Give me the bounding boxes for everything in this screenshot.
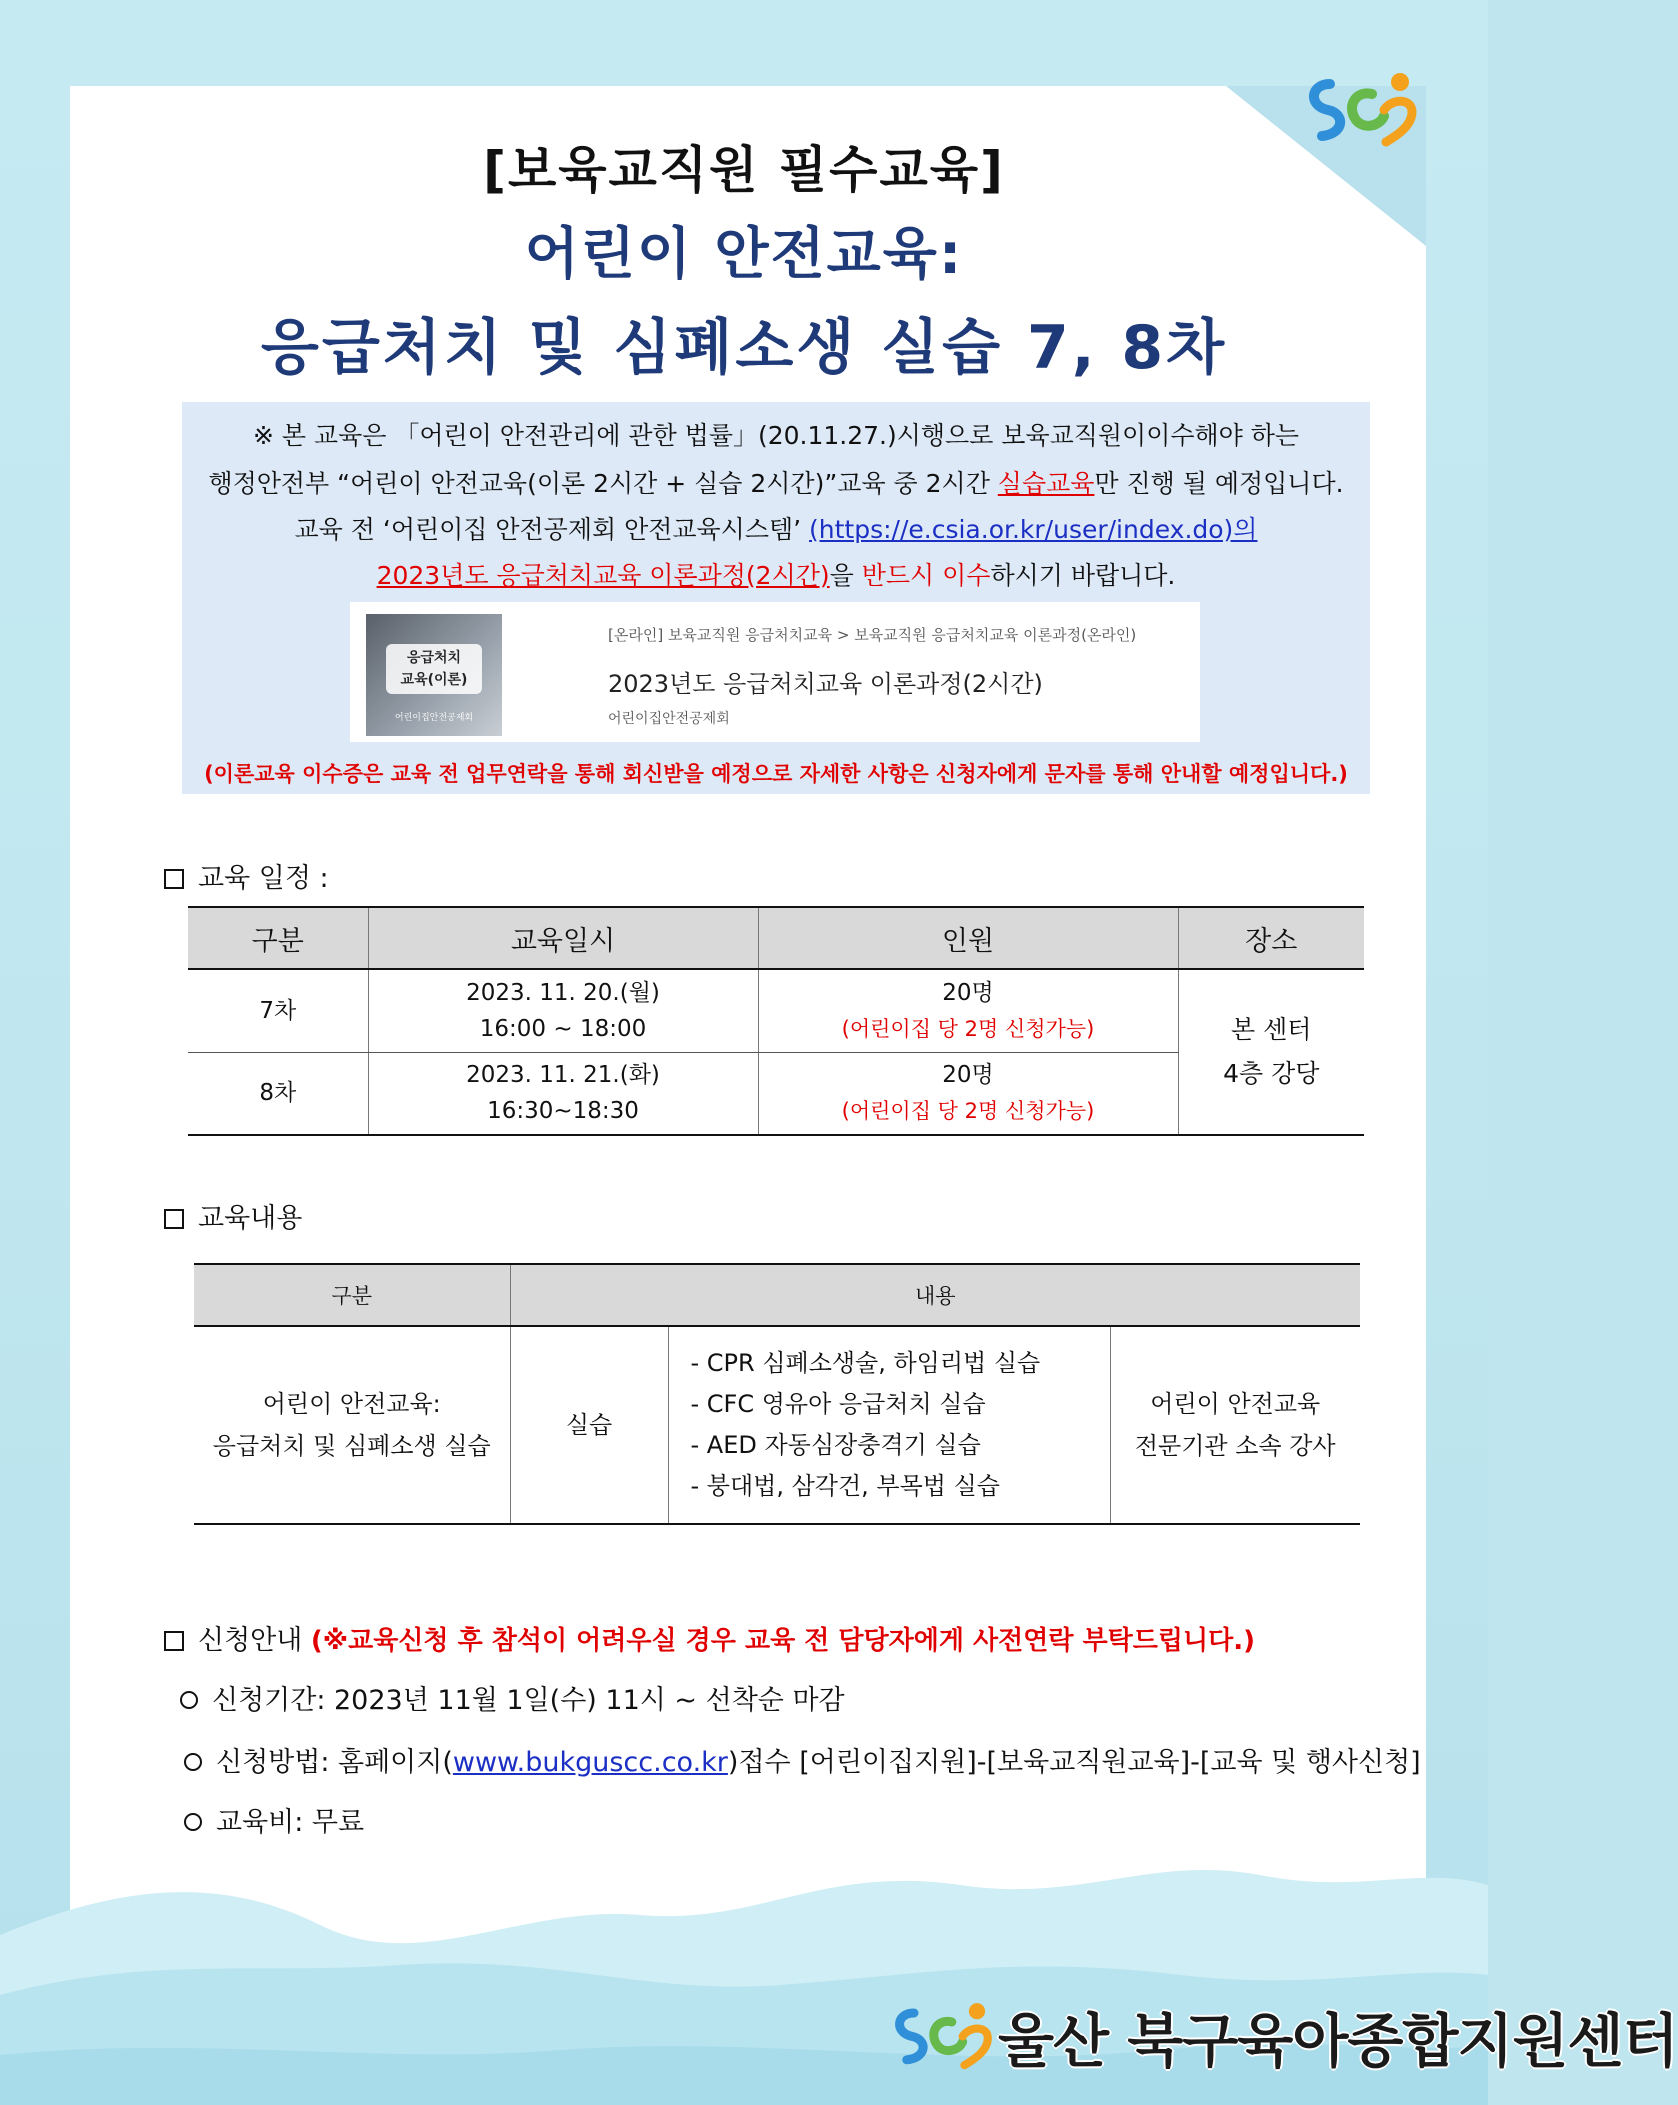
count-note: (어린이집 당 2명 신청가능) <box>841 1016 1095 1041</box>
circle-bullet-icon <box>184 1813 202 1831</box>
course-type-cell: 실습 <box>510 1326 668 1524</box>
schedule-table <box>188 906 1364 1136</box>
footer-org-name: 울산 북구육아종합지원센터 <box>998 2007 1678 2075</box>
instructor-line-2: 전문기관 소속 강사 <box>1134 1432 1336 1460</box>
homepage-link[interactable]: www.bukguscc.co.kr <box>452 1747 728 1778</box>
apply-period-text: 신청기간: 2023년 11월 1일(수) 11시 ~ 선착순 마감 <box>212 1685 845 1716</box>
count-cell <box>758 1052 1178 1135</box>
course-thumbnail-label: 응급처치 교육(이론) <box>386 644 482 694</box>
schedule-col-round: 구분 <box>188 907 368 969</box>
notice-line-2-end: 만 진행 될 예정입니다. <box>1094 469 1344 498</box>
course-items-cell <box>668 1326 1110 1524</box>
round-cell: 7차 <box>188 969 368 1052</box>
theory-course-highlight: 2023년도 응급처치교육 이론과정(2시간) <box>376 561 830 590</box>
checkbox-square-icon <box>164 869 184 889</box>
datetime-cell <box>368 969 758 1052</box>
content-col-category: 구분 <box>194 1264 510 1326</box>
notice-line-3-text: 교육 전 ‘어린이집 안전공제회 안전교육시스템’ <box>294 515 810 544</box>
course-card[interactable] <box>350 602 1200 742</box>
date-text: 2023. 11. 21.(화) <box>466 1062 660 1089</box>
checkbox-square-icon <box>164 1209 184 1229</box>
schedule-col-datetime: 교육일시 <box>368 907 758 969</box>
checkbox-square-icon <box>164 1631 184 1651</box>
place-line-1: 본 센터 <box>1231 1015 1312 1044</box>
apply-warning: (※교육신청 후 참석이 어려우실 경우 교육 전 담당자에게 사전연락 부탁드립니다.) <box>310 1626 1256 1656</box>
course-org: 어린이집안전공제회 <box>608 711 730 727</box>
table-row <box>194 1326 1360 1524</box>
apply-method-text: 신청방법: 홈페이지( <box>216 1747 453 1778</box>
table-row <box>188 969 1364 1052</box>
notice-line-2 <box>182 464 1370 500</box>
apply-fee-text: 교육비: 무료 <box>216 1807 365 1838</box>
notice-line-4-end: 하시기 바랍니다. <box>990 561 1176 590</box>
apply-heading <box>164 1618 1255 1657</box>
course-name-cell <box>194 1326 510 1524</box>
round-cell: 8차 <box>188 1052 368 1135</box>
notice-practice-highlight: 실습교육 <box>997 469 1095 498</box>
apply-fee <box>184 1800 364 1839</box>
course-title: 2023년도 응급처치교육 이론과정(2시간) <box>608 670 1043 698</box>
circle-bullet-icon <box>184 1753 202 1771</box>
time-text: 16:30~18:30 <box>487 1098 639 1125</box>
notice-line-2-text: 행정안전부 “어린이 안전교육(이론 2시간 + 실습 2시간)”교육 중 2시간 <box>208 469 998 498</box>
footer-logo <box>886 1986 1678 2076</box>
circle-bullet-icon <box>180 1691 198 1709</box>
page-title-category: [보육교직원 필수교육] <box>483 141 1005 199</box>
course-thumbnail-org: 어린이집안전공제회 <box>394 713 474 723</box>
content-heading-text: 교육내용 <box>198 1203 303 1234</box>
notice-box <box>182 402 1370 794</box>
datetime-cell <box>368 1052 758 1135</box>
notice-footnote: (이론교육 이수증은 교육 전 업무연락을 통해 회신받을 예정으로 자세한 사항은 신청자에게 문자를 통해 안내할 예정입니다.) <box>204 762 1348 786</box>
csia-link[interactable]: (https://e.csia.or.kr/user/index.do)의 <box>809 515 1258 544</box>
apply-heading-text: 신청안내 <box>198 1625 303 1656</box>
page-title-sub: 응급처치 및 심폐소생 실습 7, 8차 <box>260 313 1228 383</box>
page-title-main: 어린이 안전교육: <box>524 222 964 287</box>
center-logo-icon <box>886 1986 996 2076</box>
content-col-detail: 내용 <box>510 1264 1360 1326</box>
date-text: 2023. 11. 20.(월) <box>466 979 660 1006</box>
content-heading <box>164 1196 302 1235</box>
course-thumbnail <box>366 614 502 736</box>
notice-line-3 <box>182 510 1370 546</box>
apply-method-path: )접수 [어린이집지원]-[보육교직원교육]-[교육 및 행사신청] <box>727 1747 1421 1778</box>
count-cell <box>758 969 1178 1052</box>
instructor-line-1: 어린이 안전교육 <box>1150 1390 1321 1418</box>
count-text: 20명 <box>942 979 994 1006</box>
course-breadcrumb: [온라인] 보육교직원 응급처치교육 > 보육교직원 응급처치교육 이론과정(온라인) <box>608 626 1137 644</box>
schedule-heading-text: 교육 일정 : <box>198 863 329 894</box>
count-text: 20명 <box>942 1062 994 1089</box>
count-note: (어린이집 당 2명 신청가능) <box>841 1099 1095 1124</box>
content-table <box>194 1263 1360 1525</box>
apply-method <box>184 1740 1421 1779</box>
schedule-col-count: 인원 <box>758 907 1178 969</box>
place-line-2: 4층 강당 <box>1223 1059 1320 1088</box>
list-item: - CFC 영유아 응급처치 실습 <box>690 1390 986 1418</box>
list-item: - 붕대법, 삼각건, 부목법 실습 <box>690 1472 1000 1500</box>
time-text: 16:00 ~ 18:00 <box>479 1015 647 1042</box>
course-name-line-1: 어린이 안전교육: <box>262 1390 441 1418</box>
list-item: - CPR 심폐소생술, 하임리법 실습 <box>690 1349 1041 1377</box>
schedule-col-place: 장소 <box>1178 907 1364 969</box>
place-cell <box>1178 969 1364 1135</box>
list-item: - AED 자동심장충격기 실습 <box>690 1431 981 1459</box>
notice-line-1: ※ 본 교육은 「어린이 안전관리에 관한 법률」(20.11.27.)시행으로 보육교직원이이수해야 하는 <box>252 421 1300 450</box>
notice-line-4 <box>182 556 1370 592</box>
apply-period <box>180 1678 845 1717</box>
course-name-line-2: 응급처치 및 심폐소생 실습 <box>212 1432 491 1460</box>
instructor-cell <box>1110 1326 1360 1524</box>
must-complete-highlight: 반드시 이수 <box>861 561 991 590</box>
schedule-heading <box>164 856 329 895</box>
notice-line-4-mid: 을 <box>829 561 862 590</box>
